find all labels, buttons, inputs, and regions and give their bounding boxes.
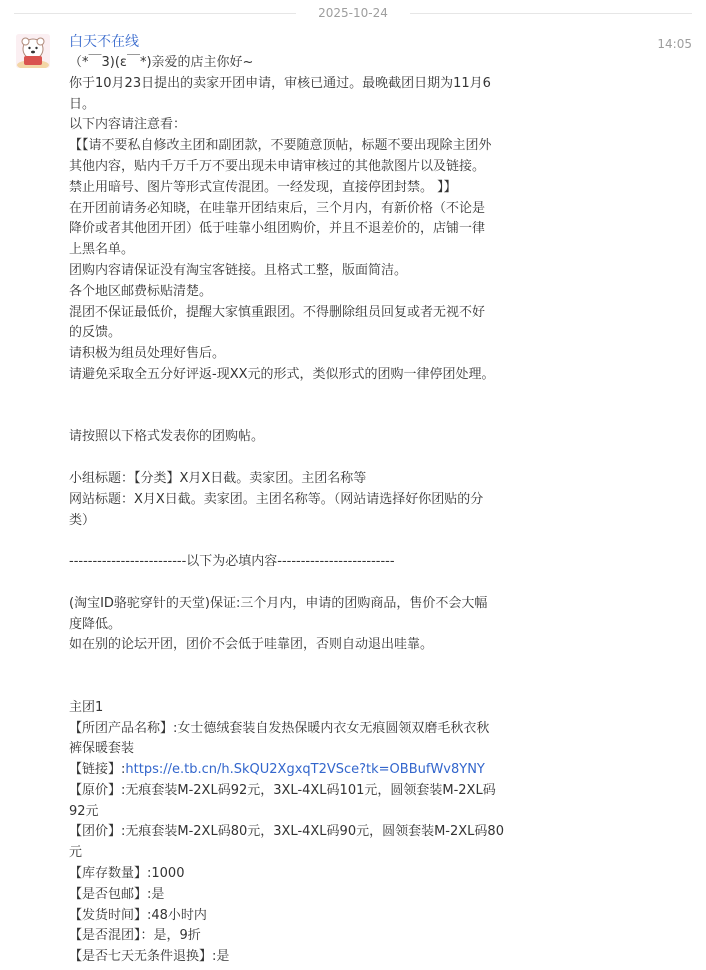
message-line: 请积极为组员处理好售后。 <box>69 346 226 362</box>
message-line: 主团1 <box>69 699 104 715</box>
link-row <box>69 760 565 781</box>
divider-line-right <box>410 13 692 14</box>
message-line: 裤保暖套装 <box>69 741 135 757</box>
message-line: 【是否混团】：是，9折 <box>69 928 201 944</box>
message-line: 【发货时间】:48小时内 <box>69 907 207 923</box>
date-label: 2025-10-24 <box>318 6 388 20</box>
message-line: 上黑名单。 <box>69 242 135 258</box>
message-line: (淘宝ID骆驼穿针的天堂)保证:三个月内，申请的团购商品，售价不会大幅 <box>69 595 488 611</box>
message-line: 小组标题：【分类】X月X日截。卖家团。主团名称等 <box>69 470 367 486</box>
message-line: 【团价】:无痕套装M-2XL码80元，3XL-4XL码90元，圆领套装M-2XL码80 <box>69 824 504 840</box>
message-line: 其他内容，贴内千万千万不要出现未申请审核过的其他款图片以及链接。 <box>69 158 486 174</box>
message-line: 【【请不要私自修改主团和副团款，不要随意顶帖，标题不要出现除主团外 <box>69 138 492 154</box>
message-line: 元 <box>69 845 83 861</box>
message-line: -------------------------以下为必填内容------------------------- <box>69 554 395 570</box>
message-line: 网站标题：X月X日截。卖家团。主团名称等。（网站请选择好你团贴的分 <box>69 491 484 507</box>
message-line: 【是否七天无条件退换】:是 <box>69 949 230 965</box>
message-line: 如在别的论坛开团，团价不会低于哇靠团，否则自动退出哇靠。 <box>69 637 434 653</box>
message-line: 在开团前请务必知晓，在哇靠开团结束后，三个月内，有新价格（不论是 <box>69 200 486 216</box>
message-line <box>69 386 565 407</box>
message-line: 的反馈。 <box>69 325 122 341</box>
message-line: 【是否包邮】:是 <box>69 886 165 902</box>
message-line <box>69 677 565 698</box>
message-line <box>69 531 565 552</box>
message-line: 类） <box>69 512 96 528</box>
sender-avatar[interactable] <box>16 34 50 68</box>
sender-name[interactable]: 白天不在线 <box>69 34 139 50</box>
message-line: 混团不保证最低价，提醒大家慎重跟团。不得删除组员回复或者无视不好 <box>69 304 486 320</box>
message-line: 团购内容请保证没有淘宝客链接。且格式工整，版面简洁。 <box>69 262 408 278</box>
message-line: 【所团产品名称】:女士德绒套装自发热保暖内衣女无痕圆领双磨毛秋衣秋 <box>69 720 490 736</box>
message-line: 各个地区邮费标贴清楚。 <box>69 283 213 299</box>
product-link[interactable]: https://e.tb.cn/h.SkQU2XgxqT2VSce?tk=OBBufWv8YNY <box>125 762 485 778</box>
date-divider <box>0 4 706 22</box>
message-line: 禁止用暗号、图片等形式宣传混团。一经发现，直接停团封禁。 】】 <box>69 179 457 195</box>
message-line: 请按照以下格式发表你的团购帖。 <box>69 429 265 445</box>
message-line: 【原价】:无痕套装M-2XL码92元，3XL-4XL码101元，圆领套装M-2XL码 <box>69 782 496 798</box>
message-line: 日。 <box>69 96 96 112</box>
message-line <box>69 573 565 594</box>
message-time: 14:05 <box>657 37 692 51</box>
avatar-bear-icon <box>16 34 50 68</box>
message-line: 请避免采取全五分好评返-现XX元的形式，类似形式的团购一律停团处理。 <box>69 366 495 382</box>
message-line: 92元 <box>69 803 99 819</box>
message-line: 【库存数量】:1000 <box>69 866 185 882</box>
message-body <box>69 53 565 968</box>
message-line: 度降低。 <box>69 616 122 632</box>
message-line: 你于10月23日提出的卖家开团申请，审核已通过。最晚截团日期为11月6 <box>69 75 491 91</box>
message-line <box>69 656 565 677</box>
message-line <box>69 448 565 469</box>
message-line: 降价或者其他团开团）低于哇靠小组团购价，并且不退差价的，店铺一律 <box>69 221 486 237</box>
message-line <box>69 407 565 428</box>
message-line: （*￣3)(ε￣*)亲爱的店主你好~ <box>69 55 254 70</box>
link-label: 【链接】: <box>69 762 126 778</box>
message-line: 以下内容请注意看： <box>69 117 187 133</box>
